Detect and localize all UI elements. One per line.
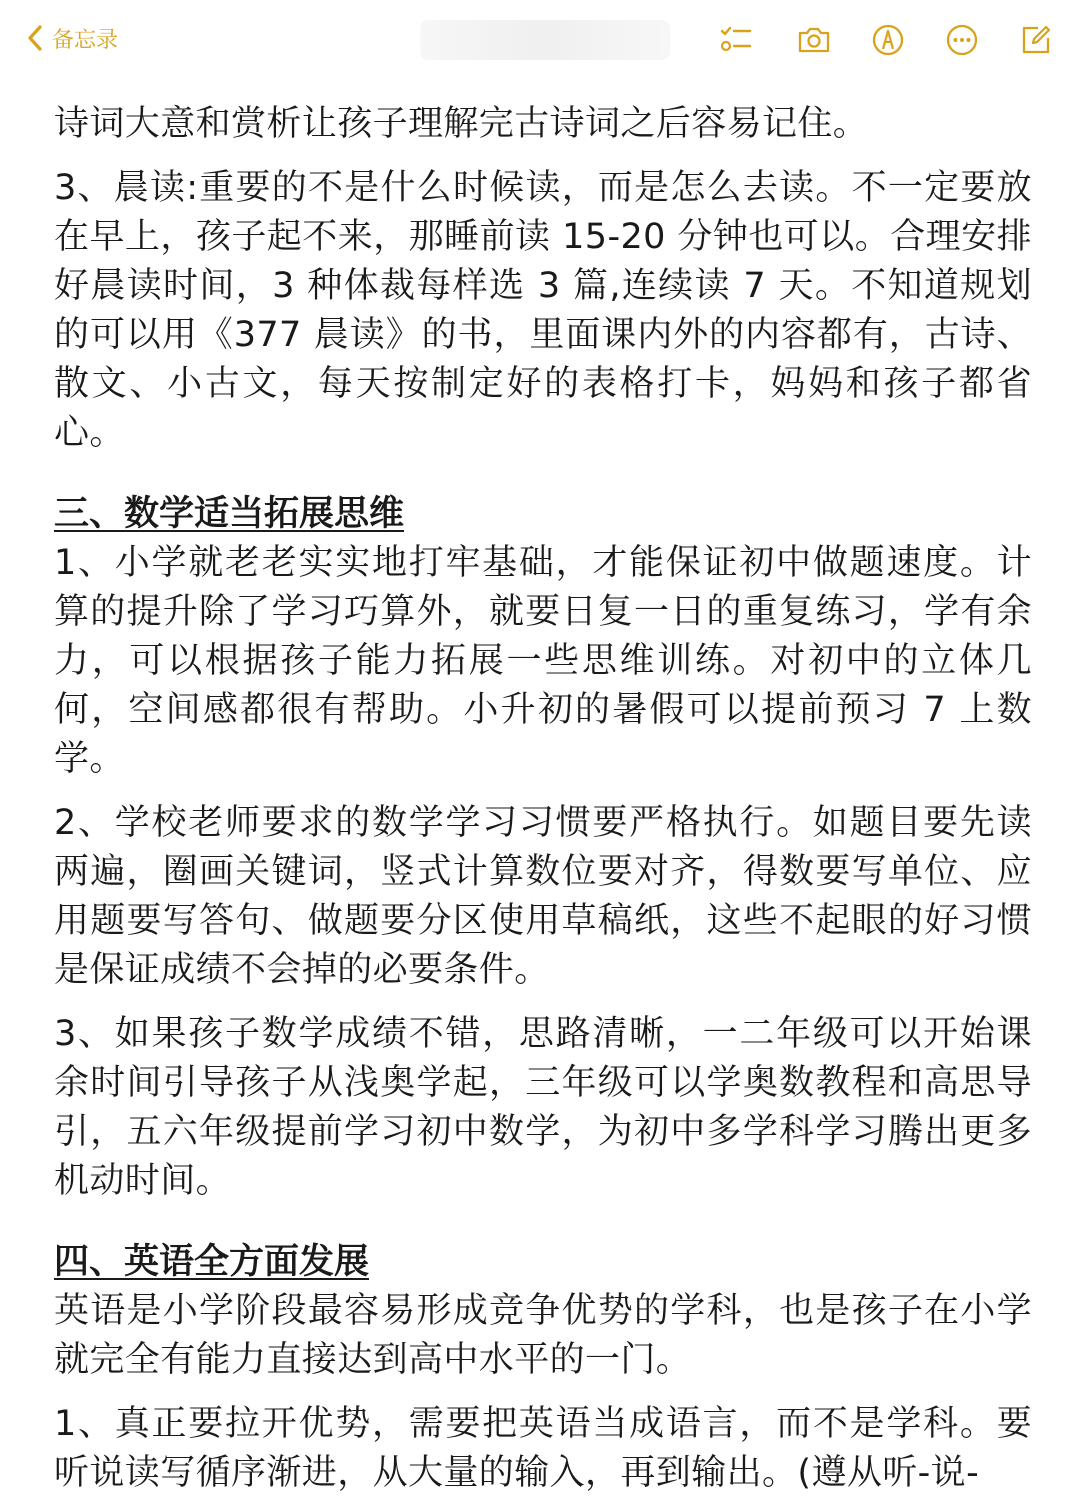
- note-paragraph: 1、小学就老老实实地打牢基础，才能保证初中做题速度。计算的提升除了学习巧算外，就要日复一日的重复练习，学有余力，可以根据孩子能力拓展一些思维训练。对初中的立体几何，空间感都很有帮助。小升初的暑假可以提前预习 7 上数学。: [54, 543, 1032, 779]
- camera-button[interactable]: [792, 18, 836, 62]
- chevron-left-icon: [24, 23, 46, 53]
- blurred-title: [420, 20, 670, 60]
- markup-button[interactable]: [866, 18, 910, 62]
- more-icon: [944, 22, 980, 58]
- note-paragraph: 3、如果孩子数学成绩不错，思路清晰，一二年级可以开始课余时间引导孩子从浅奥学起，三年级可以学奥数教程和高思导引，五六年级提前学习初中数学，为初中多学科学习腾出更多机动时间。: [54, 1014, 1032, 1201]
- more-button[interactable]: [940, 18, 984, 62]
- back-label: 备忘录: [52, 27, 119, 53]
- section-heading-math: 三、数学适当拓展思维: [54, 494, 405, 534]
- compose-button[interactable]: [1014, 18, 1058, 62]
- note-paragraph: 诗词大意和赏析让孩子理解完古诗词之后容易记住。: [54, 104, 869, 144]
- markup-pen-icon: [870, 22, 906, 58]
- note-paragraph: 英语是小学阶段最容易形成竞争优势的学科，也是孩子在小学就完全有能力直接达到高中水平的一门。: [54, 1291, 1032, 1380]
- paragraph-gap: [54, 1206, 1032, 1238]
- note-paragraph: 1、真正要拉开优势，需要把英语当成语言，而不是学科。要听说读写循序渐进，从大量的输入，再到输出。(遵从听-说-: [54, 1404, 1032, 1493]
- compose-icon: [1018, 22, 1054, 58]
- section-heading-english: 四、英语全方面发展: [54, 1242, 370, 1282]
- camera-icon: [796, 22, 832, 58]
- back-button[interactable]: [24, 20, 118, 56]
- note-paragraph: 2、学校老师要求的数学学习习惯要严格执行。如题目要先读两遍，圈画关键词，竖式计算数位要对齐，得数要写单位、应用题要写答句、做题要分区使用草稿纸，这些不起眼的好习惯是保证成绩不会掉的必要条件。: [54, 803, 1032, 990]
- checklist-icon: [718, 22, 754, 58]
- paragraph-gap: [54, 458, 1032, 490]
- top-navigation-bar: [0, 0, 1080, 80]
- note-paragraph: 3、晨读:重要的不是什么时候读，而是怎么去读。不一定要放在早上，孩子起不来，那睡前读 15-20 分钟也可以。合理安排好晨读时间，3 种体裁每样选 3 篇,连续读 7 天。不知道规划的可以用《377 晨读》的书，里面课内外的内容都有，古诗、散文、小古文，每天按制定好的表格打卡，妈妈和孩子都省心。: [54, 168, 1032, 453]
- checklist-button[interactable]: [714, 18, 758, 62]
- note-body[interactable]: [54, 100, 1032, 1498]
